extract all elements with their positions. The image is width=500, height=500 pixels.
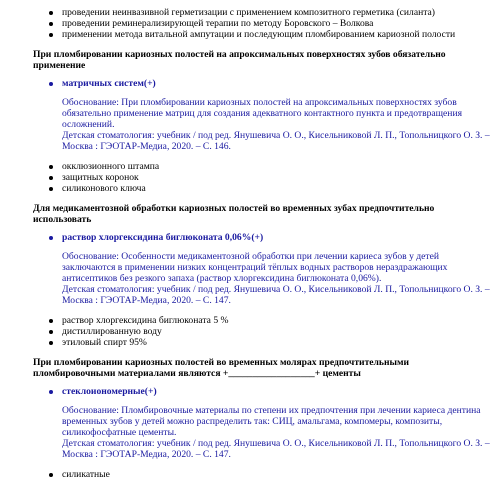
question-text: При пломбировании кариозных полостей на апроксимальных поверхностях зубов обязательно применение bbox=[33, 49, 446, 71]
question-block bbox=[0, 357, 492, 480]
intro-option-list bbox=[0, 0, 492, 40]
option-item: окклюзионного штампа bbox=[0, 161, 492, 172]
explanation bbox=[0, 405, 492, 460]
explanation bbox=[0, 97, 492, 152]
option-list bbox=[0, 469, 492, 480]
option-item: этиловый спирт 95% bbox=[0, 337, 492, 348]
option-item: применении метода витальной ампутации и последующим пломбированием кариозной полости bbox=[0, 29, 492, 40]
explanation-text: Обоснование: При пломбировании кариозных полостей на апроксимальных поверхностях зубов обязательно применение матриц для создания адекватного контактного пункта и предотвращения осложнений. bbox=[62, 97, 462, 130]
answer-list bbox=[0, 78, 492, 89]
correct-answer: стеклоиономерные(+) bbox=[0, 386, 492, 397]
reference-text: Детская стоматология: учебник / под ред. Янушевича О. О., Кисельниковой Л. П., Топольницкого О. З. – Москва : ГЭОТАР-Медиа, 2020. – С. 147. bbox=[62, 284, 490, 306]
reference-text: Детская стоматология: учебник / под ред. Янушевича О. О., Кисельниковой Л. П., Топольницкого О. З. – Москва : ГЭОТАР-Медиа, 2020. – С. 146. bbox=[62, 130, 490, 152]
explanation bbox=[0, 251, 492, 306]
answer-list bbox=[0, 232, 492, 243]
correct-answer: раствор хлоргексидина биглюконата 0,06%(+) bbox=[0, 232, 492, 243]
explanation-text: Обоснование: Особенности медикаментозной обработки при лечении кариеса зубов у детей заключаются в применении низких концентраций тёплых водных растворов нераздражающих антисептиков без резкого запаха (раствор хлоргексидина биглюконата 0,06%). bbox=[62, 251, 448, 284]
reference-text: Детская стоматология: учебник / под ред. Янушевича О. О., Кисельниковой Л. П., Топольницкого О. З. – Москва : ГЭОТАР-Медиа, 2020. – С. 147. bbox=[62, 438, 490, 460]
correct-answer: матричных систем(+) bbox=[0, 78, 492, 89]
option-item: проведении неинвазивной герметизации с применением композитного герметика (силанта) bbox=[0, 7, 492, 18]
option-item: дистиллированную воду bbox=[0, 326, 492, 337]
option-item: силиконового ключа bbox=[0, 183, 492, 194]
question-block bbox=[0, 203, 492, 348]
option-item: проведении реминерализирующей терапии по методу Боровского – Волкова bbox=[0, 18, 492, 29]
question-block bbox=[0, 49, 492, 194]
answer-list bbox=[0, 386, 492, 397]
option-list bbox=[0, 315, 492, 348]
explanation-text: Обоснование: Пломбировочные материалы по степени их предпочтения при лечении кариеса дентина временных зубов у детей можно распределить так: СИЦ, амальгама, компомеры, композиты, силикофосфатные цементы. bbox=[62, 405, 481, 438]
question-text: Для медикаментозной обработки кариозных полостей во временных зубах предпочтительно использовать bbox=[33, 203, 435, 225]
option-list bbox=[0, 161, 492, 194]
option-item: раствор хлоргексидина биглюконата 5 % bbox=[0, 315, 492, 326]
option-item: силикатные bbox=[0, 469, 492, 480]
option-item: защитных коронок bbox=[0, 172, 492, 183]
question-text: При пломбировании кариозных полостей во временных молярах предпочтительными пломбировочными материалами являются +__________________+ цементы bbox=[33, 357, 410, 379]
